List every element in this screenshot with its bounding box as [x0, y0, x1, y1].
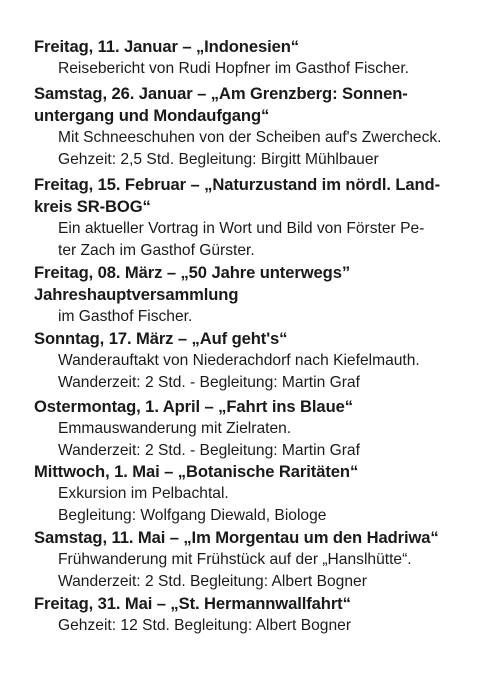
- event-entry: [34, 174, 474, 262]
- event-details: Gehzeit: 2,5 Std. Begleitung: Birgitt Mühlbauer: [58, 151, 379, 168]
- event-description: Wanderauftakt von Niederachdorf nach Kiefelmauth.: [58, 352, 420, 369]
- event-details: Wanderzeit: 2 Std. - Begleitung: Martin Graf: [58, 374, 360, 391]
- event-description: Reisebericht von Rudi Hopfner im Gasthof Fischer.: [58, 60, 410, 77]
- event-entry: [34, 328, 474, 394]
- event-title-continued: untergang und Mondaufgang“: [34, 106, 270, 125]
- event-description: im Gasthof Fischer.: [58, 308, 193, 325]
- event-details: Wanderzeit: 2 Std. Begleitung: Albert Bogner: [58, 573, 367, 590]
- event-description: Frühwanderung mit Frühstück auf der „Hanslhütte“.: [58, 551, 412, 568]
- event-title-continued: kreis SR-BOG“: [34, 197, 151, 216]
- event-title: Freitag, 11. Januar – „Indonesien“: [34, 37, 299, 56]
- event-title: Ostermontag, 1. April – „Fahrt ins Blaue“: [34, 397, 353, 416]
- event-title-continued: Jahreshauptversammlung: [34, 285, 239, 304]
- event-title: Freitag, 08. März – „50 Jahre unterwegs”: [34, 263, 351, 282]
- event-title: Freitag, 15. Februar – „Naturzustand im nördl. Land-: [34, 175, 441, 194]
- event-entry: [34, 262, 474, 328]
- event-title: Mittwoch, 1. Mai – „Botanische Raritäten“: [34, 462, 359, 481]
- event-title: Samstag, 11. Mai – „Im Morgentau um den Hadriwa“: [34, 528, 439, 547]
- event-entry: [34, 83, 474, 171]
- event-description: Ein aktueller Vortrag in Wort und Bild von Förster Pe-: [58, 220, 425, 237]
- event-description: Mit Schneeschuhen von der Scheiben auf's Zwercheck.: [58, 129, 442, 146]
- event-title: Freitag, 31. Mai – „St. Hermannwallfahrt“: [34, 594, 351, 613]
- event-description: Emmauswanderung mit Zielraten.: [58, 420, 292, 437]
- event-entry: [34, 527, 474, 593]
- event-description-continued: ter Zach im Gasthof Gürster.: [58, 242, 255, 259]
- event-details: Gehzeit: 12 Std. Begleitung: Albert Bogner: [58, 617, 352, 634]
- event-title: Samstag, 26. Januar – „Am Grenzberg: Sonnen-: [34, 84, 408, 103]
- event-entry: [34, 396, 474, 462]
- event-title: Sonntag, 17. März – „Auf geht's“: [34, 329, 288, 348]
- event-entry: [34, 593, 474, 637]
- event-description: Exkursion im Pelbachtal.: [58, 485, 229, 502]
- event-details: Begleitung: Wolfgang Diewald, Biologe: [58, 507, 327, 524]
- event-entry: [34, 36, 474, 80]
- event-details: Wanderzeit: 2 Std. - Begleitung: Martin Graf: [58, 442, 360, 459]
- event-entry: [34, 461, 474, 527]
